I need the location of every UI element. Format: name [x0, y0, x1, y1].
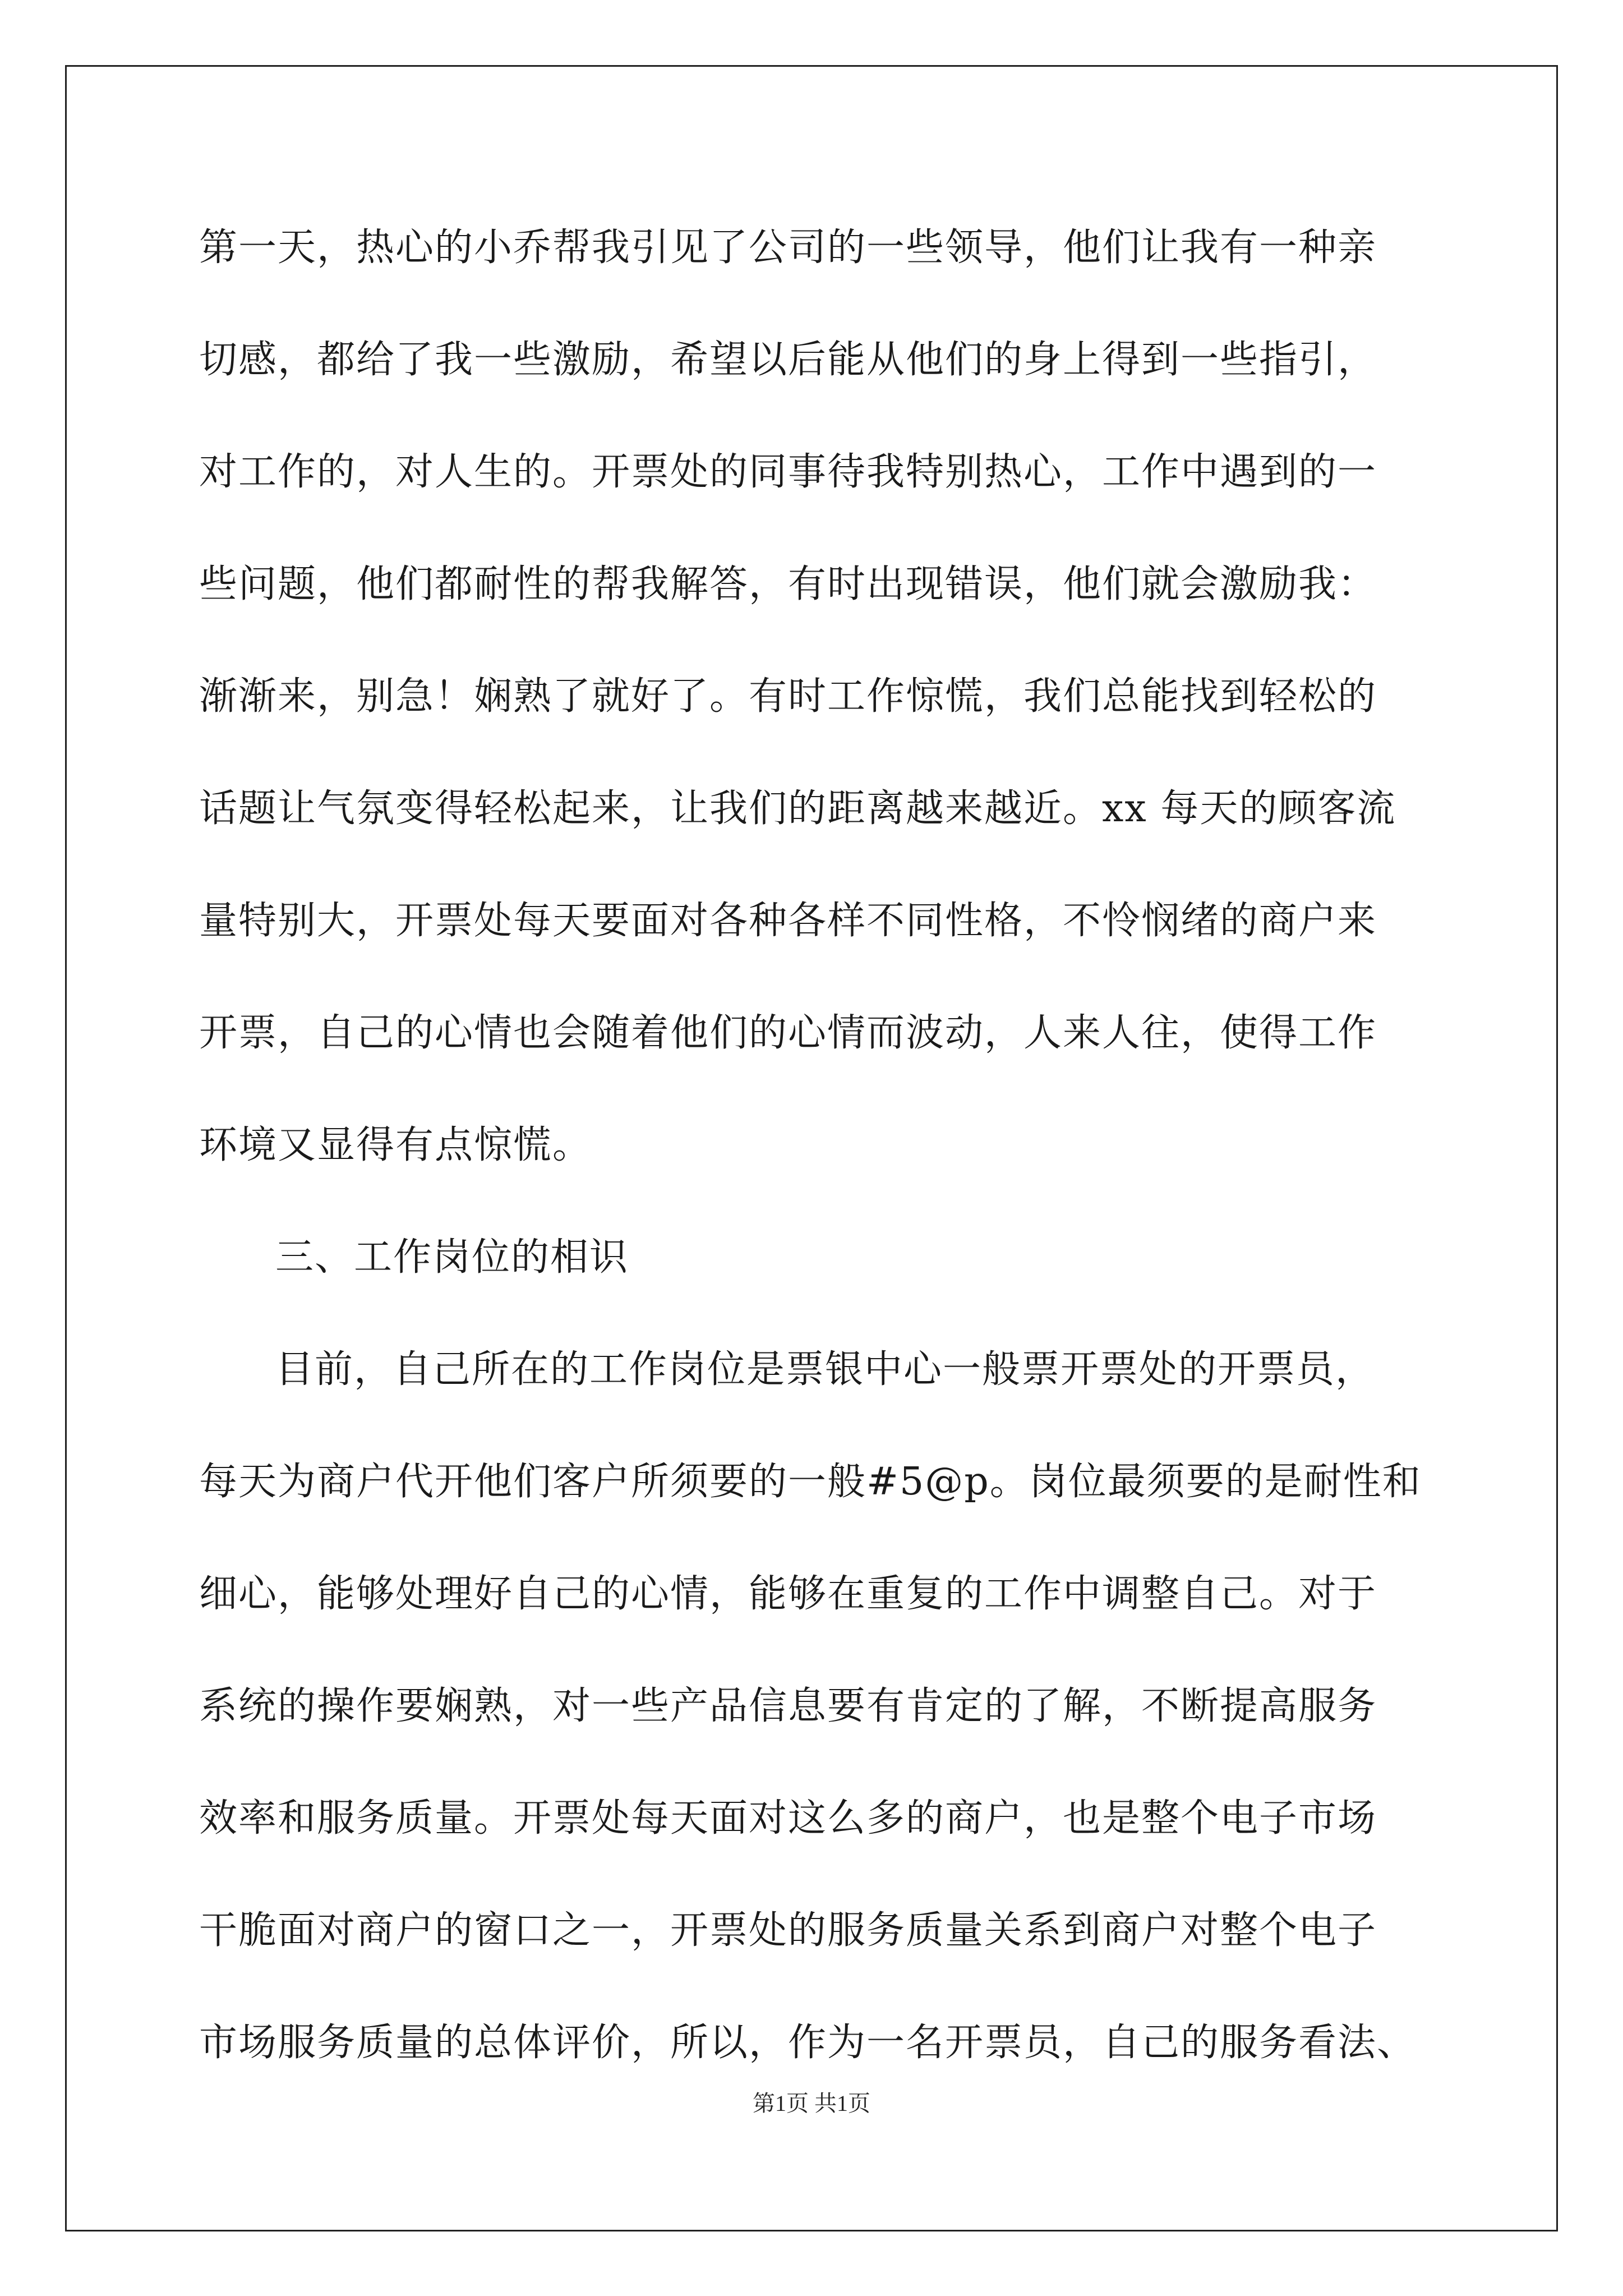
section-heading: 三、工作岗位的相识 — [275, 1235, 629, 1280]
text-line: 市场服务质量的总体评价，所以，作为一名开票员，自己的服务看法、 — [199, 2021, 1417, 2065]
text-line: 些问题，他们都耐性的帮我解答，有时出现错误，他们就会激励我： — [199, 562, 1377, 606]
text-line: 渐渐来，别急！娴熟了就好了。有时工作惊慌，我们总能找到轻松的 — [199, 674, 1377, 719]
text-line: 每天为商户代开他们客户所须要的一般#5@p。岗位最须要的是耐性和 — [199, 1460, 1422, 1504]
document-body — [199, 220, 1438, 2127]
text-line: 话题让气氛变得轻松起来，让我们的距离越来越近。xx 每天的顾客流 — [199, 786, 1396, 831]
text-line: 干脆面对商户的窗口之一，开票处的服务质量关系到商户对整个电子 — [199, 1908, 1377, 1953]
text-line: 系统的操作要娴熟，对一些产品信息要有肯定的了解，不断提高服务 — [199, 1684, 1377, 1728]
text-line: 对工作的，对人生的。开票处的同事待我特别热心，工作中遇到的一 — [199, 450, 1377, 494]
text-line: 量特别大，开票处每天要面对各种各样不同性格，不怜悯绪的商户来 — [199, 899, 1377, 943]
text-line: 切感，都给了我一些激励，希望以后能从他们的身上得到一些指引， — [199, 338, 1377, 382]
text-line: 细心，能够处理好自己的心情，能够在重复的工作中调整自己。对于 — [199, 1572, 1377, 1616]
text-line: 环境又显得有点惊慌。 — [199, 1123, 592, 1167]
paragraph-start-line: 目前，自己所在的工作岗位是票银中心一般票开票处的开票员， — [275, 1347, 1375, 1392]
text-line: 效率和服务质量。开票处每天面对这么多的商户，也是整个电子市场 — [199, 1796, 1377, 1841]
text-line: 开票，自己的心情也会随着他们的心情而波动，人来人往，使得工作 — [199, 1011, 1377, 1055]
page-number-footer: 第1页 共1页 — [753, 2091, 870, 2116]
text-line: 第一天，热心的小乔帮我引见了公司的一些领导，他们让我有一种亲 — [199, 226, 1377, 270]
